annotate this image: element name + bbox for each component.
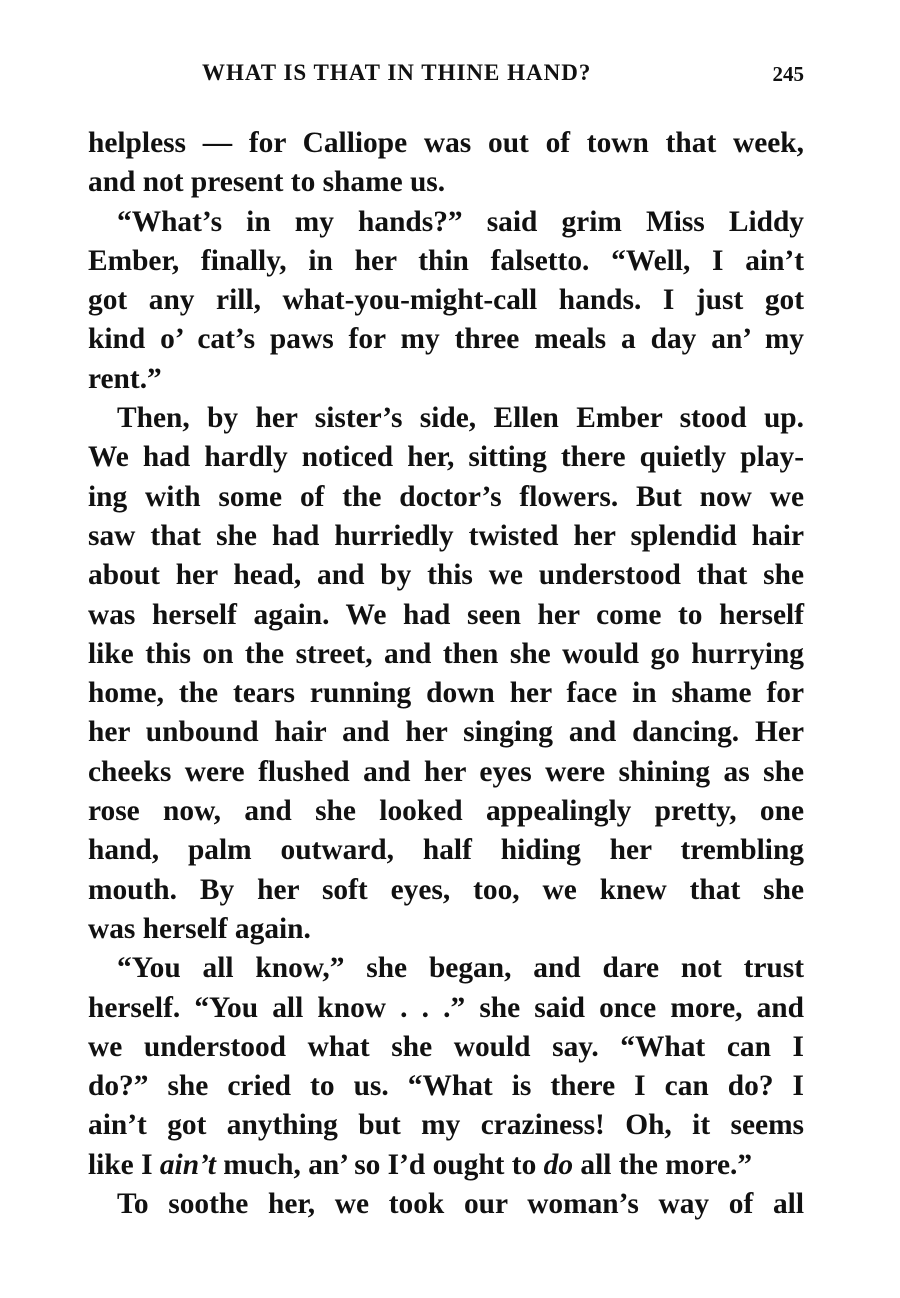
page-number: 245 bbox=[772, 62, 804, 86]
running-head: WHAT IS THAT IN THINE HAND? bbox=[202, 60, 592, 85]
text-line: “You all know,” she began, and dare not trust bbox=[117, 952, 804, 985]
text-line: We had hardly noticed her, sitting there quietly play- bbox=[88, 441, 804, 474]
text-line: we understood what she would say. “What can I bbox=[88, 1030, 804, 1063]
text-line: kind o’ cat’s paws for my three meals a day an’ my bbox=[88, 323, 804, 356]
text-line: was herself again. We had seen her come to herself bbox=[88, 598, 804, 631]
text-line-with-italics bbox=[88, 1146, 804, 1185]
body-text bbox=[88, 124, 804, 1224]
text-line: mouth. By her soft eyes, too, we knew that she bbox=[88, 873, 804, 906]
text-line: was herself again. bbox=[88, 912, 311, 945]
text-line: “What’s in my hands?” said grim Miss Liddy bbox=[117, 205, 804, 238]
text-line: helpless — for Calliope was out of town that week, bbox=[88, 127, 804, 159]
text-line: cheeks were flushed and her eyes were shining as she bbox=[88, 755, 804, 788]
text-line: do?” she cried to us. “What is there I can do? I bbox=[88, 1070, 804, 1103]
text-line: hand, palm outward, half hiding her trembling bbox=[88, 834, 804, 867]
text-line: and not present to shame us. bbox=[88, 166, 446, 199]
text-line: got any rill, what-you-might-call hands. I just got bbox=[88, 284, 804, 317]
text-line: her unbound hair and her singing and dancing. Her bbox=[88, 716, 804, 749]
text-line: rose now, and she looked appealingly pretty, one bbox=[88, 795, 804, 828]
text-line: rent.” bbox=[88, 362, 162, 395]
text-fragment: all the more.” bbox=[573, 1148, 753, 1181]
text-line: home, the tears running down her face in shame for bbox=[88, 677, 804, 710]
text-line: about her head, and by this we understood that she bbox=[88, 559, 804, 592]
text-fragment: much, an’ so I’d ought to bbox=[215, 1148, 544, 1181]
text-line: Ember, finally, in her thin falsetto. “Well, I ain’t bbox=[88, 244, 804, 277]
text-line: ain’t got anything but my craziness! Oh, it seems bbox=[88, 1109, 804, 1142]
text-line: like this on the street, and then she would go hurrying bbox=[88, 637, 804, 670]
text-line: ing with some of the doctor’s flowers. But now we bbox=[88, 480, 804, 513]
text-line: To soothe her, we took our woman’s way of all bbox=[117, 1188, 804, 1221]
italic-fragment: ain’t bbox=[159, 1148, 216, 1181]
text-line: Then, by her sister’s side, Ellen Ember stood up. bbox=[117, 402, 804, 435]
text-line: saw that she had hurriedly twisted her splendid hair bbox=[88, 519, 804, 552]
italic-fragment: do bbox=[543, 1148, 574, 1181]
text-line: herself. “You all know . . .” she said once more, and bbox=[88, 991, 804, 1024]
page-header bbox=[88, 60, 808, 96]
text-fragment: like I bbox=[88, 1148, 160, 1181]
